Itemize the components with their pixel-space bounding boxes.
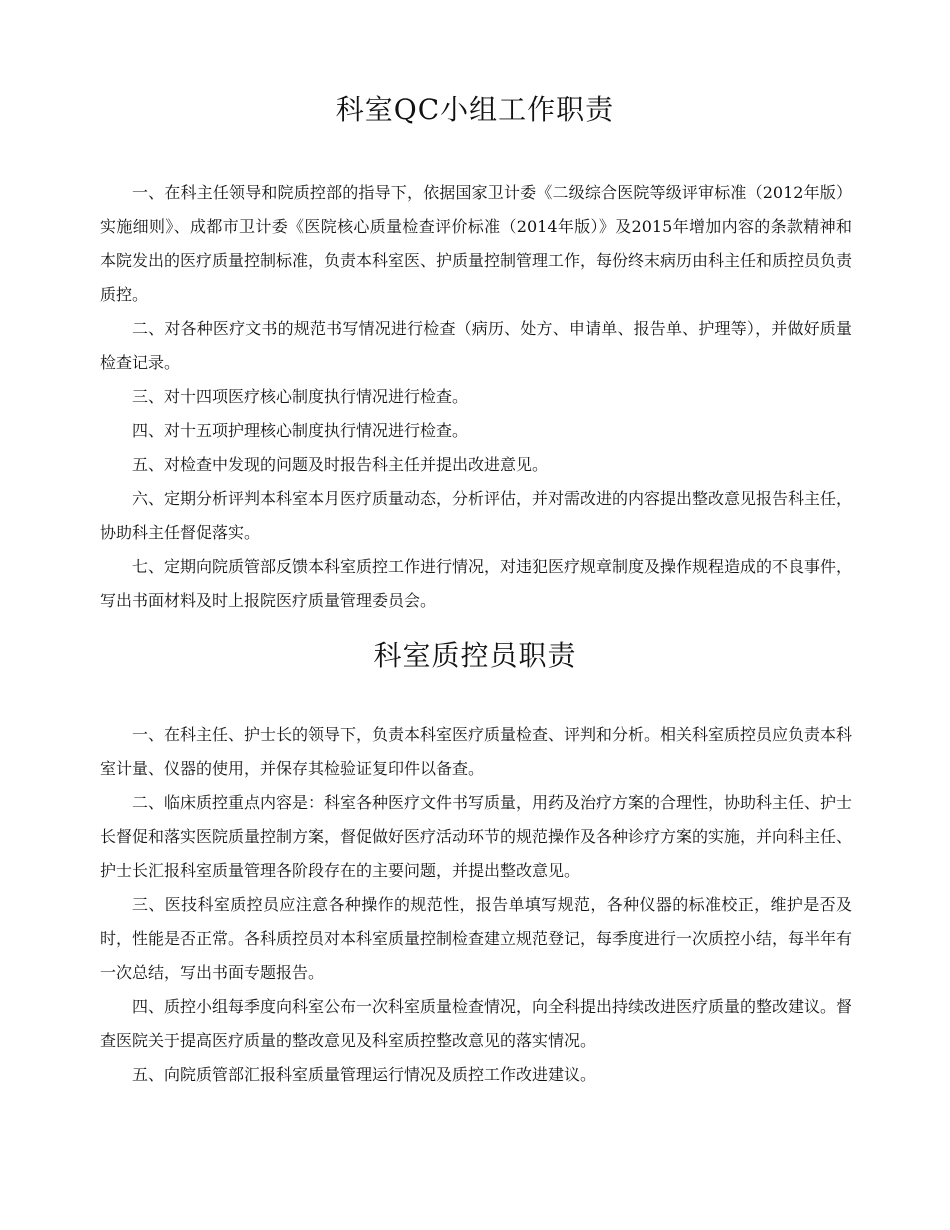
section2-paragraph-4: 四、质控小组每季度向科室公布一次科室质量检查情况，向全科提出持续改进医疗质量的整改建议。督查医院关于提高医疗质量的整改意见及科室质控整改意见的落实情况。 <box>100 997 853 1050</box>
section2-paragraph-2: 二、临床质控重点内容是：科室各种医疗文件书写质量，用药及治疗方案的合理性，协助科主任、护士长督促和落实医院质量控制方案，督促做好医疗活动环节的规范操作及各种诊疗方案的实施，并向科主任、护士长汇报科室质量管理各阶段存在的主要问题，并提出整改意见。 <box>100 793 853 880</box>
section1-body <box>100 176 852 618</box>
section1-paragraph-2: 二、对各种医疗文书的规范书写情况进行检查（病历、处方、申请单、报告单、护理等），并做好质量检查记录。 <box>100 319 852 372</box>
section2-body <box>100 718 852 1092</box>
section1-paragraph-5: 五、对检查中发现的问题及时报告科主任并提出改进意见。 <box>132 455 549 474</box>
section2-paragraph-3: 三、医技科室质控员应注意各种操作的规范性，报告单填写规范，各种仪器的标准校正，维护是否及时，性能是否正常。各科质控员对本科室质量控制检查建立规范登记，每季度进行一次质控小结，每半年有一次总结，写出书面专题报告。 <box>100 895 853 982</box>
section1-paragraph-1: 一、在科主任领导和院质控部的指导下，依据国家卫计委《二级综合医院等级评审标准（2012年版）实施细则》、成都市卫计委《医院核心质量检查评价标准（2014年版）》及2015年增加内容的条款精神和本院发出的医疗质量控制标准，负责本科室医、护质量控制管理工作，每份终末病历由科主任和质控员负责质控。 <box>100 183 853 304</box>
section2-title: 科室质控员职责 <box>373 639 577 672</box>
section1-paragraph-6: 六、定期分析评判本科室本月医疗质量动态，分析评估，并对需改进的内容提出整改意见报告科主任，协助科主任督促落实。 <box>100 489 853 542</box>
section2-paragraph-5: 五、向院质管部汇报科室质量管理运行情况及质控工作改进建议。 <box>132 1065 597 1084</box>
section2-paragraph-1: 一、在科主任、护士长的领导下，负责本科室医疗质量检查、评判和分析。相关科室质控员应负责本科室计量、仪器的使用，并保存其检验证复印件以备查。 <box>100 725 853 778</box>
section1-paragraph-3: 三、对十四项医疗核心制度执行情况进行检查。 <box>132 387 469 406</box>
section1-paragraph-4: 四、对十五项护理核心制度执行情况进行检查。 <box>132 421 469 440</box>
section1-paragraph-7: 七、定期向院质管部反馈本科室质控工作进行情况，对违犯医疗规章制度及操作规程造成的不良事件，写出书面材料及时上报院医疗质量管理委员会。 <box>100 557 853 610</box>
section1-title: 科室QC小组工作职责 <box>335 93 615 126</box>
